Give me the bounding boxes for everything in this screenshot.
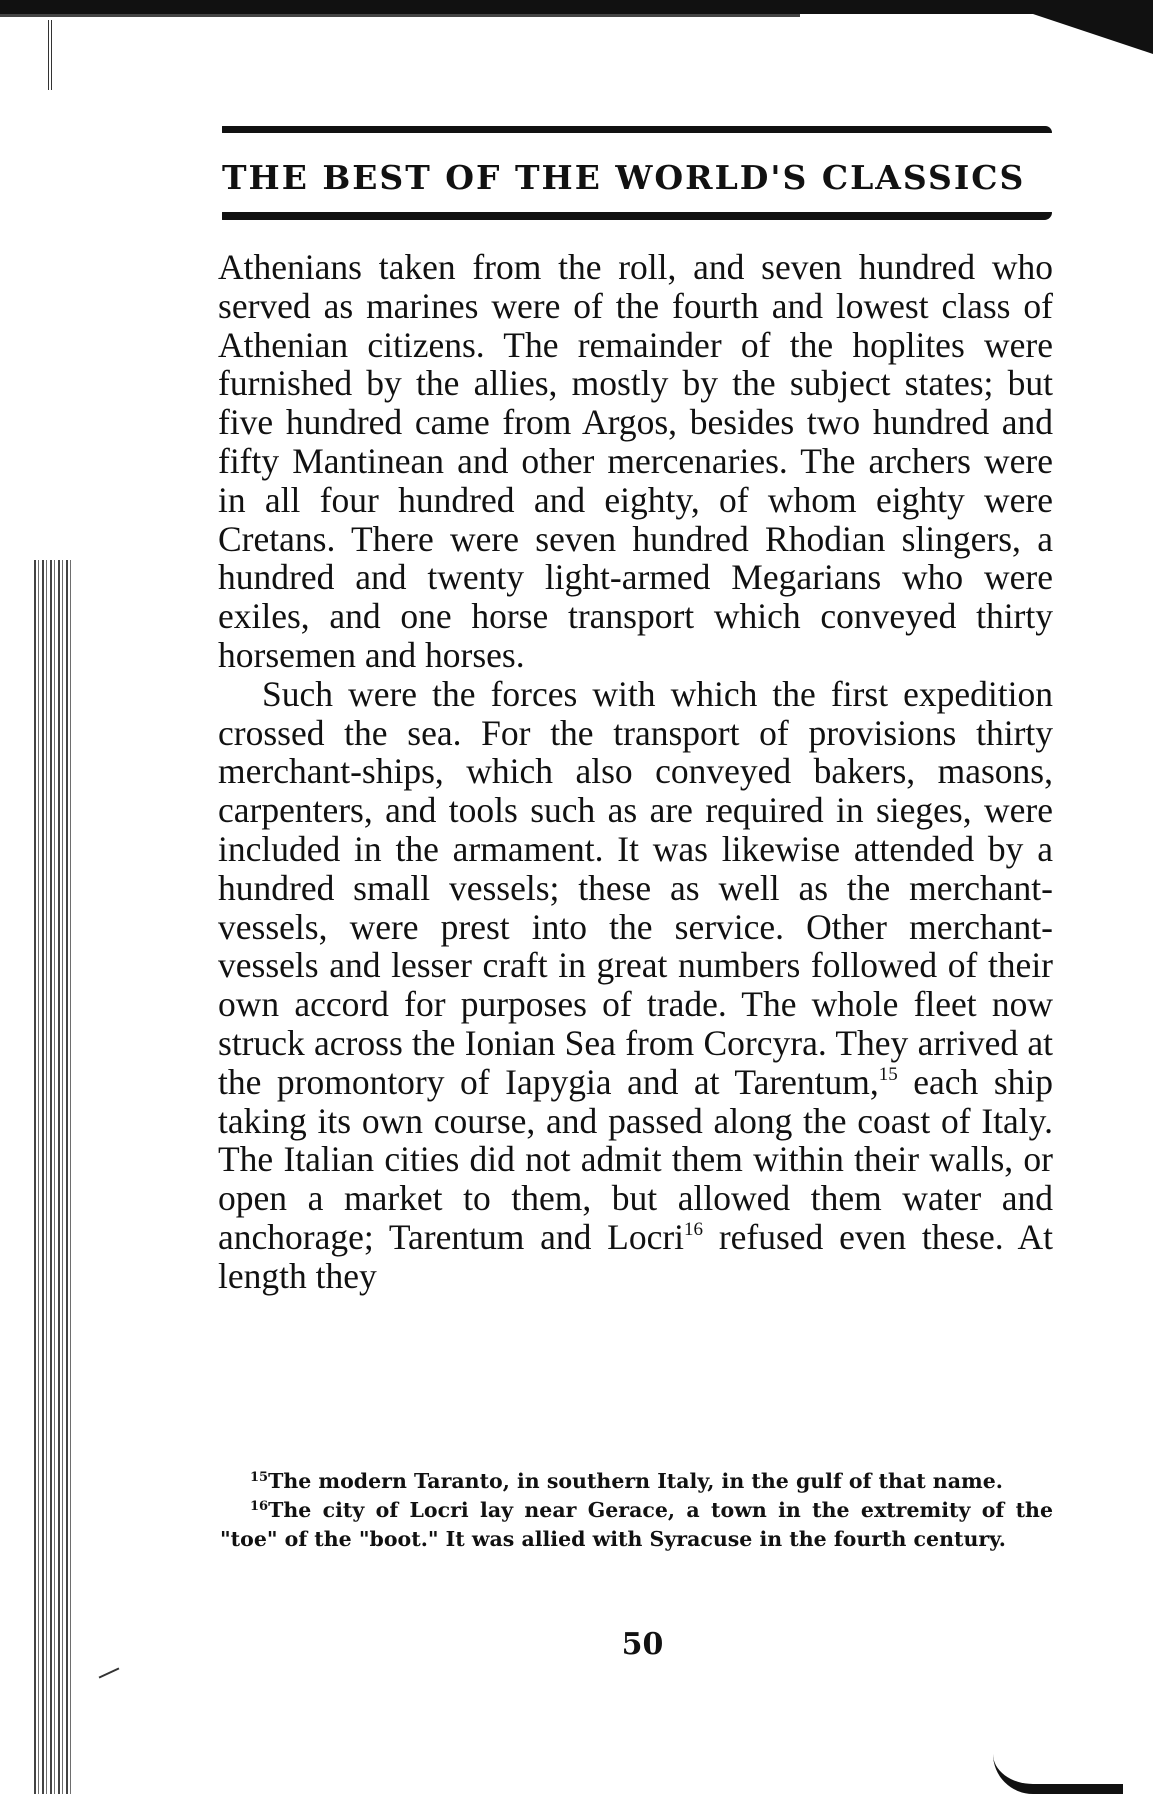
scan-top-thin-line	[0, 14, 800, 17]
paragraph-2-part-1: Such were the forces with which the first expedition crossed the sea. For the transport of provisions thirty merchant-ships, which also conveyed bakers, masons, carpenters, and tools such as are required in sieges, were included in the armament. It was likewise attended by a hundred small vessels; these as well as the merchant-vessels, were prest into the service. Other merchant-vessels and lesser craft in great numbers followed of their own accord for purposes of trade. The whole fleet now struck across the Ionian Sea from Corcyra. They arrived at the promontory of Iapygia and at Tarentum,	[218, 673, 1053, 1102]
scan-corner-mark	[1033, 14, 1153, 54]
footnote-text: The modern Taranto, in southern Italy, in the gulf of that name.	[268, 1469, 1003, 1493]
header-rule-top	[222, 126, 1052, 133]
scan-bottom-mark	[993, 1754, 1123, 1794]
footnote-15	[220, 1467, 1053, 1496]
body-text	[218, 248, 1053, 1296]
scan-binding-edge-top	[48, 20, 54, 90]
paragraph-2-part-3: refused even these. At length they	[218, 1216, 1053, 1296]
header-rule-bottom	[222, 212, 1052, 220]
footnote-16	[220, 1496, 1053, 1554]
paragraph-2	[218, 675, 1053, 1296]
footnote-ref-16: 16	[684, 1218, 704, 1240]
paragraph-1: Athenians taken from the roll, and seven hundred who served as marines were of the fourth and lowest class of Athenian citizens. The remainder of the hoplites were furnished by the allies, mostly by the subject states; but five hundred came from Argos, besides two hundred and fifty Mantinean and other mercenaries. The archers were in all four hundred and eighty, of whom eighty were Cretans. There were seven hundred Rhodian slingers, a hundred and twenty light-armed Megarians who were exiles, and one horse transport which conveyed thirty horsemen and horses.	[218, 247, 1053, 675]
footnote-text: The city of Locri lay near Gerace, a town in the extremity of the "toe" of the "boot." It was allied with Syracuse in the fourth century.	[220, 1498, 1053, 1551]
scan-binding-edge	[34, 560, 74, 1794]
page-number: 50	[621, 1627, 664, 1662]
footnote-ref-15: 15	[878, 1063, 898, 1085]
paragraph-2-part-2: each ship taking its own course, and passed along the coast of Italy. The Italian cities did not admit them within their walls, or open a market to them, but allowed them water and anchorage; Tarentum and Locri	[218, 1061, 1054, 1257]
running-header: THE BEST OF THE WORLD'S CLASSICS	[222, 158, 1026, 197]
footnote-number: 16	[250, 1499, 269, 1514]
footnotes	[220, 1467, 1053, 1554]
scan-top-border	[0, 0, 1153, 14]
scan-stray-mark	[99, 1667, 120, 1678]
footnote-number: 15	[250, 1470, 269, 1485]
